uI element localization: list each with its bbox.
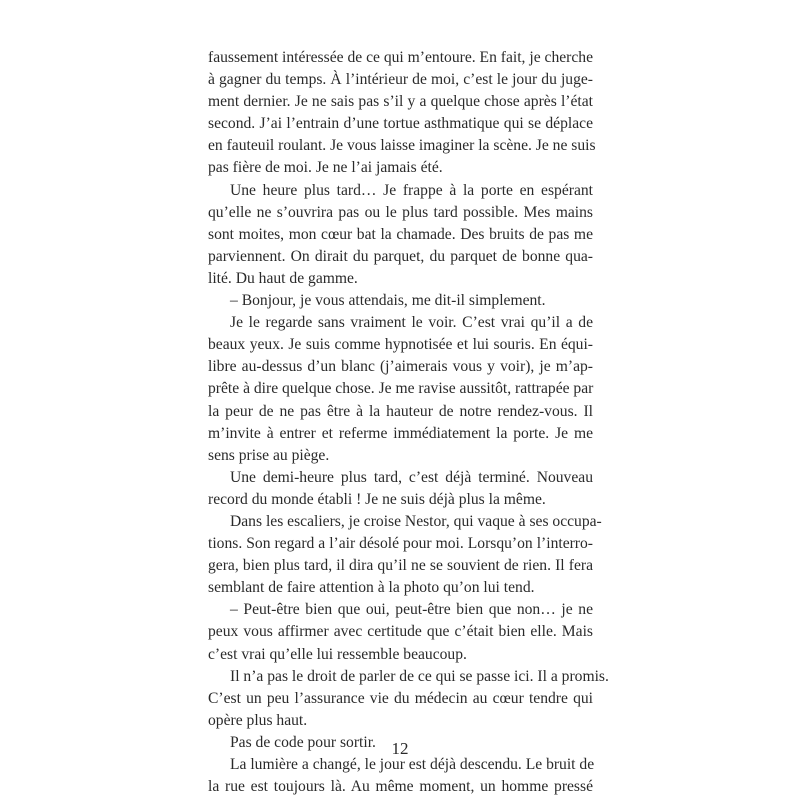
text-line: gera, bien plus tard, il dira qu’il ne se souvient de rien. Il fera bbox=[208, 557, 593, 575]
paragraph bbox=[208, 599, 593, 665]
text-line: prête à dire quelque chose. Je me ravise aussitôt, rattrapée par bbox=[208, 380, 594, 398]
text-line: – Peut-être bien que oui, peut-être bien que non… je ne bbox=[230, 601, 593, 619]
body-text bbox=[208, 47, 609, 798]
text-line: tions. Son regard a l’air désolé pour moi. Lorsqu’on l’interro- bbox=[208, 535, 593, 553]
text-line: sont moites, mon cœur bat la chamade. Des bruits de pas me bbox=[208, 225, 593, 243]
text-line: Une demi-heure plus tard, c’est déjà terminé. Nouveau bbox=[230, 468, 593, 486]
paragraph bbox=[208, 666, 609, 732]
text-line: La lumière a changé, le jour est déjà descendu. Le bruit de bbox=[230, 756, 595, 773]
paragraph bbox=[208, 511, 602, 599]
text-line: C’est un peu l’assurance vie du médecin au cœur tendre qui bbox=[208, 689, 593, 707]
text-line: en fauteuil roulant. Je vous laisse imaginer la scène. Je ne suis bbox=[208, 137, 596, 155]
text-line: Une heure plus tard… Je frappe à la porte en espérant bbox=[230, 181, 593, 199]
text-line: la peur de ne pas être à la hauteur de notre rendez-vous. Il bbox=[208, 402, 593, 420]
text-line: Pas de code pour sortir. bbox=[230, 733, 376, 751]
text-line: pas fière de moi. Je ne l’ai jamais été. bbox=[208, 159, 443, 177]
text-line: sens prise au piège. bbox=[208, 446, 330, 464]
paragraph bbox=[208, 47, 596, 180]
text-line: libre au-dessus d’un blanc (j’aimerais vous y voir), je m’ap- bbox=[208, 358, 593, 376]
text-line: Je le regarde sans vraiment le voir. C’est vrai qu’il a de bbox=[230, 314, 593, 332]
page-number: 12 bbox=[391, 739, 409, 758]
paragraph bbox=[208, 290, 593, 312]
text-line: lité. Du haut de gamme. bbox=[208, 269, 358, 287]
text-line: m’invite à entrer et referme immédiatement la porte. Je me bbox=[208, 424, 593, 442]
paragraph bbox=[208, 180, 593, 290]
text-line: semblant de faire attention à la photo qu’on lui tend. bbox=[208, 579, 535, 597]
paragraph bbox=[208, 754, 593, 798]
text-line: qu’elle ne s’ouvrira pas ou le plus tard possible. Mes mains bbox=[208, 203, 593, 221]
text-line: faussement intéressée de ce qui m’entoure. En fait, je cherche bbox=[208, 49, 593, 66]
text-line: beaux yeux. Je suis comme hypnotisée et lui souris. En équi- bbox=[208, 336, 593, 354]
text-line: record du monde établi ! Je ne suis déjà plus la même. bbox=[208, 490, 546, 508]
text-line: parviennent. On dirait du parquet, du parquet de bonne qua- bbox=[208, 247, 593, 265]
paragraph bbox=[208, 467, 593, 511]
text-line: opère plus haut. bbox=[208, 711, 308, 729]
text-line: la rue est toujours là. Au même moment, un homme pressé bbox=[208, 778, 593, 796]
text-line: Il n’a pas le droit de parler de ce qui se passe ici. Il a promis. bbox=[230, 667, 609, 685]
text-line: ment dernier. Je ne sais pas s’il y a quelque chose après l’état bbox=[208, 93, 593, 111]
paragraph bbox=[208, 312, 593, 467]
text-line: second. J’ai l’entrain d’une tortue asthmatique qui se déplace bbox=[208, 115, 593, 133]
text-line: peux vous affirmer avec certitude que c’était bien elle. Mais bbox=[208, 623, 593, 641]
text-line: à gagner du temps. À l’intérieur de moi, c’est le jour du juge- bbox=[208, 71, 593, 89]
text-line: Dans les escaliers, je croise Nestor, qui vaque à ses occupa- bbox=[230, 512, 602, 530]
text-line: c’est vrai qu’elle lui ressemble beaucoup. bbox=[208, 645, 467, 663]
text-line: – Bonjour, je vous attendais, me dit-il simplement. bbox=[230, 292, 546, 310]
